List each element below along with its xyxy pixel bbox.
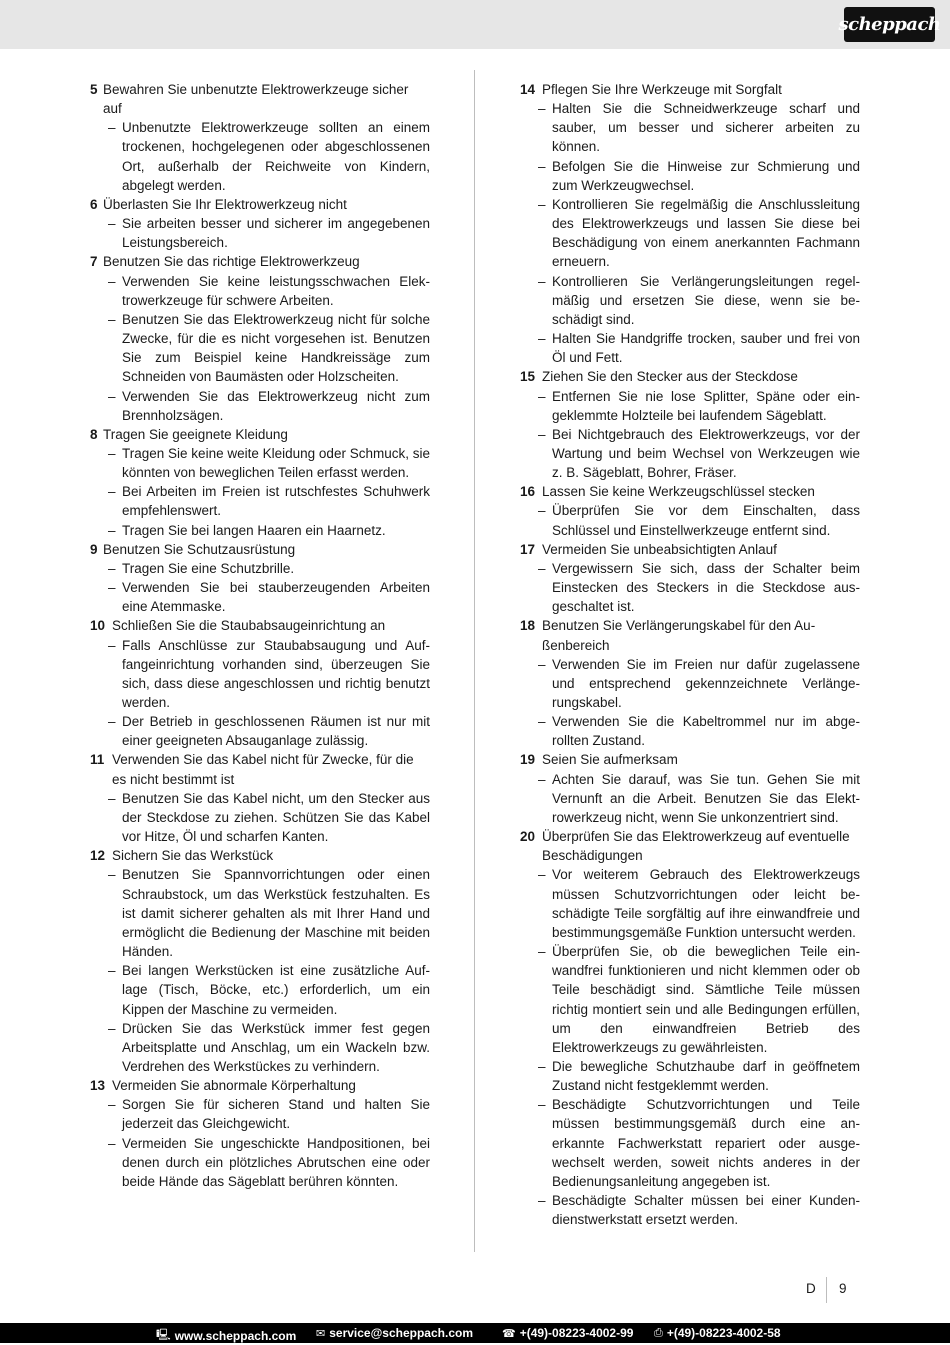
bullet-item: – Achten Sie darauf, was Sie tun. Gehen Sie mit Vernunft an die Arbeit. Benutzen Sie das Elektrowerkzeug nicht, wenn Sie unkonzentriert sind. xyxy=(520,770,860,827)
bullet-item: – Falls Anschlüsse zur Staubabsaugung und Auffangeinrichtung vorhanden sind, überzeugen Sie sich, dass diese angeschlossen und richtig benutzt werden. xyxy=(90,636,430,713)
mail-icon: ✉ xyxy=(316,1327,326,1340)
section-18 xyxy=(520,616,860,750)
section-title-text: Benutzen Sie Schutzausrüstung xyxy=(103,541,296,557)
footer-separator xyxy=(826,1277,827,1303)
page-number: 9 xyxy=(839,1281,847,1296)
section-title-text: Benutzen Sie Verlängerungskabel für den Außenbereich xyxy=(542,618,816,653)
section-10 xyxy=(90,616,430,750)
bullet-item: – Verwenden Sie keine leistungsschwachen Elektrowerkzeuge für schwere Arbeiten. xyxy=(90,272,430,310)
section-title-text: Vermeiden Sie abnormale Körperhaltung xyxy=(112,1078,356,1094)
contact-email[interactable] xyxy=(316,1326,473,1340)
section-title xyxy=(520,540,860,559)
section-title-text: Bewahren Sie unbenutzte Elektrowerkzeuge sicher auf xyxy=(103,82,409,117)
bullet-item: – Tragen Sie eine Schutzbrille. xyxy=(90,559,430,578)
email-text: service@scheppach.com xyxy=(329,1326,473,1340)
section-20 xyxy=(520,827,860,1229)
section-title xyxy=(520,616,860,654)
section-number: 9 xyxy=(90,541,98,557)
section-number: 7 xyxy=(90,254,98,270)
bullet-item: – Der Betrieb in geschlossenen Räumen ist nur mit einer geeigneten Absauganlage zulässig. xyxy=(90,712,430,750)
right-column xyxy=(520,80,860,1229)
bullet-item: – Vermeiden Sie ungeschickte Handpositionen, bei denen durch ein plötzliches Abrutschen eine oder beide Hände das Sägeblatt berühren könnten. xyxy=(90,1134,430,1191)
section-title-text: Benutzen Sie das richtige Elektrowerkzeug xyxy=(103,254,360,270)
page-footer xyxy=(800,1279,860,1301)
bullet-item: – Überprüfen Sie, ob die beweglichen Teile einwandfrei funktionieren und nicht klemmen oder ob Teile beschädigt sind. Sämtliche Teile müssen richtig montiert sein und alle Bedingungen erfüllen, um den einwandfreien Betrieb des Elektrowerkzeugs zu gewährleisten. xyxy=(520,942,860,1057)
bullet-item: – Verwenden Sie das Elektrowerkzeug nicht zum Brennholzsägen. xyxy=(90,387,430,425)
language-code: D xyxy=(806,1281,816,1296)
section-number: 13 xyxy=(90,1078,106,1094)
phone-text: +(49)-08223-4002-99 xyxy=(519,1326,634,1340)
bullet-item: – Halten Sie Handgriffe trocken, sauber und frei von Öl und Fett. xyxy=(520,329,860,367)
fax-icon: ⎙ xyxy=(654,1326,663,1339)
section-title-text: Vermeiden Sie unbeabsichtigten Anlauf xyxy=(542,541,777,557)
section-number: 12 xyxy=(90,848,106,864)
bullet-item: – Überprüfen Sie vor dem Einschalten, dass Schlüssel und Einstellwerkzeuge entfernt sind. xyxy=(520,501,860,539)
section-title xyxy=(520,750,860,769)
section-title xyxy=(90,750,430,788)
section-number: 14 xyxy=(520,82,536,97)
website-text: www.scheppach.com xyxy=(174,1328,297,1343)
section-11 xyxy=(90,750,430,846)
bullet-item: – Benutzen Sie das Elektrowerkzeug nicht für solche Zwecke, für die es nicht vorgesehen ist. Benutzen Sie zum Beispiel keine Handkreissäge zum Schneiden von Baumästen oder Holzscheiten. xyxy=(90,310,430,387)
bullet-item: – Tragen Sie bei langen Haaren ein Haarnetz. xyxy=(90,521,430,540)
section-title xyxy=(520,482,860,501)
bullet-item: – Die bewegliche Schutzhaube darf in geöffnetem Zustand nicht festgeklemmt werden. xyxy=(520,1057,860,1095)
section-title xyxy=(90,195,430,214)
section-number: 11 xyxy=(90,752,105,768)
section-title xyxy=(90,540,430,559)
section-title-text: Seien Sie aufmerksam xyxy=(542,752,678,768)
section-title-text: Verwenden Sie das Kabel nicht für Zwecke, für die es nicht bestimmt ist xyxy=(112,752,414,787)
bullet-item: – Bei langen Werkstücken ist eine zusätzliche Auflage (Tisch, Böcke, etc.) erforderlich, um ein Kippen der Maschine zu vermeiden. xyxy=(90,961,430,1018)
section-title xyxy=(520,80,860,99)
section-title-text: Tragen Sie geeignete Kleidung xyxy=(103,426,288,442)
section-title-text: Schließen Sie die Staubabsaugeinrichtung an xyxy=(112,618,386,634)
section-number: 10 xyxy=(90,618,106,634)
section-title-text: Lassen Sie keine Werkzeugschlüssel stecken xyxy=(542,484,815,500)
section-16 xyxy=(520,482,860,539)
scheppach-logo: scheppach xyxy=(844,7,935,42)
section-title-text: Überlasten Sie Ihr Elektrowerkzeug nicht xyxy=(103,196,347,212)
bullet-item: – Verwenden Sie die Kabeltrommel nur im abgerollten Zustand. xyxy=(520,712,860,750)
bullet-item: – Bei Arbeiten im Freien ist rutschfestes Schuhwerk empfehlenswert. xyxy=(90,482,430,520)
bullet-item: – Vor weiterem Gebrauch des Elektrowerkzeugs müssen Schutzvorrichtungen oder leicht beschädigte Teile sorgfältig auf ihre einwandfreie und bestimmungsgemäße Funktion untersucht werden. xyxy=(520,865,860,942)
section-title xyxy=(520,367,860,386)
section-title-text: Pflegen Sie Ihre Werkzeuge mit Sorgfalt xyxy=(542,82,782,97)
contact-bar xyxy=(0,1323,950,1343)
section-number: 6 xyxy=(90,196,98,212)
section-number: 20 xyxy=(520,829,536,845)
section-13 xyxy=(90,1076,430,1191)
section-8 xyxy=(90,425,430,540)
contact-phone[interactable] xyxy=(502,1326,633,1340)
left-column xyxy=(90,80,430,1191)
section-14 xyxy=(520,80,860,367)
bullet-item: – Bei Nichtgebrauch des Elektrowerkzeugs, vor der Wartung und beim Wechsel von Werkzeugen wie z. B. Sägeblatt, Bohrer, Fräser. xyxy=(520,425,860,482)
contact-website[interactable] xyxy=(156,1326,296,1345)
section-title xyxy=(90,425,430,444)
section-6 xyxy=(90,195,430,252)
section-number: 19 xyxy=(520,752,536,768)
section-5 xyxy=(90,80,430,195)
bullet-item: – Tragen Sie keine weite Kleidung oder Schmuck, sie könnten von beweglichen Teilen erfasst werden. xyxy=(90,444,430,482)
section-title xyxy=(90,616,430,635)
section-title xyxy=(90,80,430,118)
fax-text: +(49)-08223-4002-58 xyxy=(666,1326,781,1340)
section-number: 5 xyxy=(90,82,98,97)
bullet-item: – Vergewissern Sie sich, dass der Schalter beim Einstecken des Steckers in die Steckdose ausgeschaltet ist. xyxy=(520,559,860,616)
bullet-item: – Halten Sie die Schneidwerkzeuge scharf und sauber, um besser und sicherer arbeiten zu können. xyxy=(520,99,860,156)
section-15 xyxy=(520,367,860,482)
bullet-item: – Benutzen Sie Spannvorrichtungen oder einen Schraubstock, um das Werkstück festzuhalten. Es ist damit sicherer gehalten als mit Ihrer Hand und ermöglicht die Bedienung der Maschine mit beiden Händen. xyxy=(90,865,430,961)
section-title xyxy=(520,827,860,865)
section-title xyxy=(90,252,430,271)
bullet-item: – Verwenden Sie im Freien nur dafür zugelassene und entsprechend gekennzeichnete Verlängerungskabel. xyxy=(520,655,860,712)
bullet-item: – Beschädigte Schutzvorrichtungen und Teile müssen bestimmungsgemäß durch eine anerkannte Fachwerkstatt repariert oder ausgewechselt werden, soweit nichts anderes in der Bedienungsanleitung angegeben ist. xyxy=(520,1095,860,1191)
phone-icon: ☎ xyxy=(502,1327,516,1340)
section-title-text: Sichern Sie das Werkstück xyxy=(112,848,274,864)
section-9 xyxy=(90,540,430,617)
bullet-item: – Kontrollieren Sie regelmäßig die Anschlussleitung des Elektrowerkzeugs und lassen Sie diese bei Beschädigung von einem anerkannten Fachmann erneuern. xyxy=(520,195,860,272)
bullet-item: – Sorgen Sie für sicheren Stand und halten Sie jederzeit das Gleichgewicht. xyxy=(90,1095,430,1133)
bullet-item: – Verwenden Sie bei stauberzeugenden Arbeiten eine Atemmaske. xyxy=(90,578,430,616)
bullet-item: – Benutzen Sie das Kabel nicht, um den Stecker aus der Steckdose zu ziehen. Schützen Sie das Kabel vor Hitze, Öl und scharfen Kanten. xyxy=(90,789,430,846)
section-12 xyxy=(90,846,430,1076)
computer-icon: 🖳 xyxy=(156,1329,171,1341)
bullet-item: – Befolgen Sie die Hinweise zur Schmierung und zum Werkzeugwechsel. xyxy=(520,157,860,195)
section-number: 15 xyxy=(520,369,536,385)
section-title-text: Ziehen Sie den Stecker aus der Steckdose xyxy=(542,369,798,385)
bullet-item: – Beschädigte Schalter müssen bei einer Kundendienstwerkstatt ersetzt werden. xyxy=(520,1191,860,1229)
section-number: 16 xyxy=(520,484,536,500)
section-17 xyxy=(520,540,860,617)
section-number: 17 xyxy=(520,541,536,557)
section-title xyxy=(90,1076,430,1095)
section-title-text: Überprüfen Sie das Elektrowerkzeug auf eventuelle Beschädigungen xyxy=(542,829,850,864)
bullet-item: – Kontrollieren Sie Verlängerungsleitungen regelmäßig und ersetzen Sie diese, wenn sie beschädigt sind. xyxy=(520,272,860,329)
section-title xyxy=(90,846,430,865)
column-divider xyxy=(474,70,475,1252)
section-number: 8 xyxy=(90,426,98,442)
bullet-item: – Entfernen Sie nie lose Splitter, Späne oder eingeklemmte Holzteile bei laufendem Sägeblatt. xyxy=(520,387,860,425)
section-19 xyxy=(520,750,860,827)
section-7 xyxy=(90,252,430,424)
bullet-item: – Unbenutzte Elektrowerkzeuge sollten an einem trockenen, hochgelegenen oder abgeschlossenen Ort, außerhalb der Reichweite von Kindern, abgelegt werden. xyxy=(90,118,430,195)
header-bar xyxy=(0,0,950,49)
contact-fax[interactable] xyxy=(654,1326,781,1340)
bullet-item: – Sie arbeiten besser und sicherer im angegebenen Leistungsbereich. xyxy=(90,214,430,252)
bullet-item: – Drücken Sie das Werkstück immer fest gegen Arbeitsplatte und Anschlag, um ein Wackeln bzw. Verdrehen des Werkstückes zu verhindern. xyxy=(90,1019,430,1076)
section-number: 18 xyxy=(520,618,536,634)
